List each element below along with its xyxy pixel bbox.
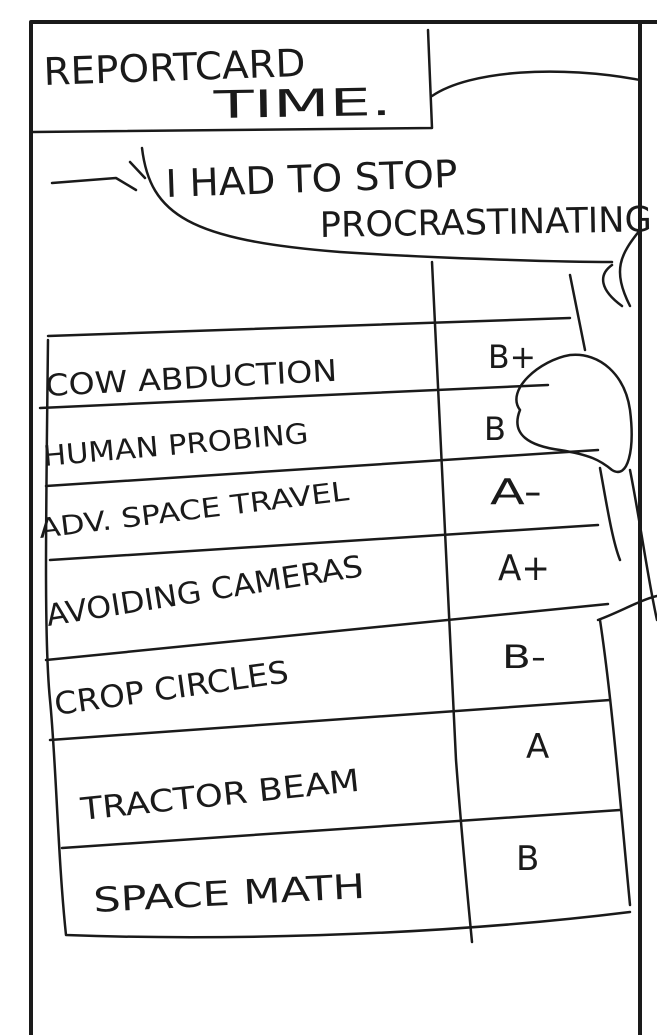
grade-space-math: B bbox=[516, 839, 540, 879]
grade-adv-space-travel: A- bbox=[490, 472, 542, 513]
speech-line-2: PROCRASTINATING bbox=[319, 200, 651, 246]
grade-human-probing: B bbox=[484, 410, 506, 448]
speech-line-1: I HAD TO STOP bbox=[164, 152, 451, 206]
grade-column-divider bbox=[432, 262, 472, 942]
subject-human-probing: HUMAN PROBING bbox=[41, 418, 287, 473]
grade-tractor-beam: A bbox=[526, 727, 550, 767]
subject-cow-abduction: COW ABDUCTION bbox=[44, 355, 311, 404]
subject-space-math: SPACE MATH bbox=[92, 869, 310, 921]
subject-avoiding-cameras: AVOIDING CAMERAS bbox=[43, 551, 350, 634]
row-line bbox=[48, 318, 570, 336]
grade-crop-circles: B- bbox=[502, 638, 546, 676]
grade-avoiding-cameras: A+ bbox=[498, 548, 550, 589]
speech-bubble-tail bbox=[52, 162, 145, 190]
caption-text bbox=[43, 41, 392, 127]
subject-column bbox=[37, 354, 366, 921]
subject-crop-circles: CROP CIRCLES bbox=[52, 655, 281, 723]
speech-text bbox=[165, 152, 652, 246]
grade-cow-abduction: B+ bbox=[488, 338, 536, 376]
subject-tractor-beam: TRACTOR BEAM bbox=[79, 766, 327, 828]
caption-line-2: TIME. bbox=[213, 81, 318, 127]
subject-adv-space-travel: ADV. SPACE TRAVEL bbox=[37, 481, 306, 545]
caption-line-1: REPORTCARD bbox=[42, 41, 301, 94]
